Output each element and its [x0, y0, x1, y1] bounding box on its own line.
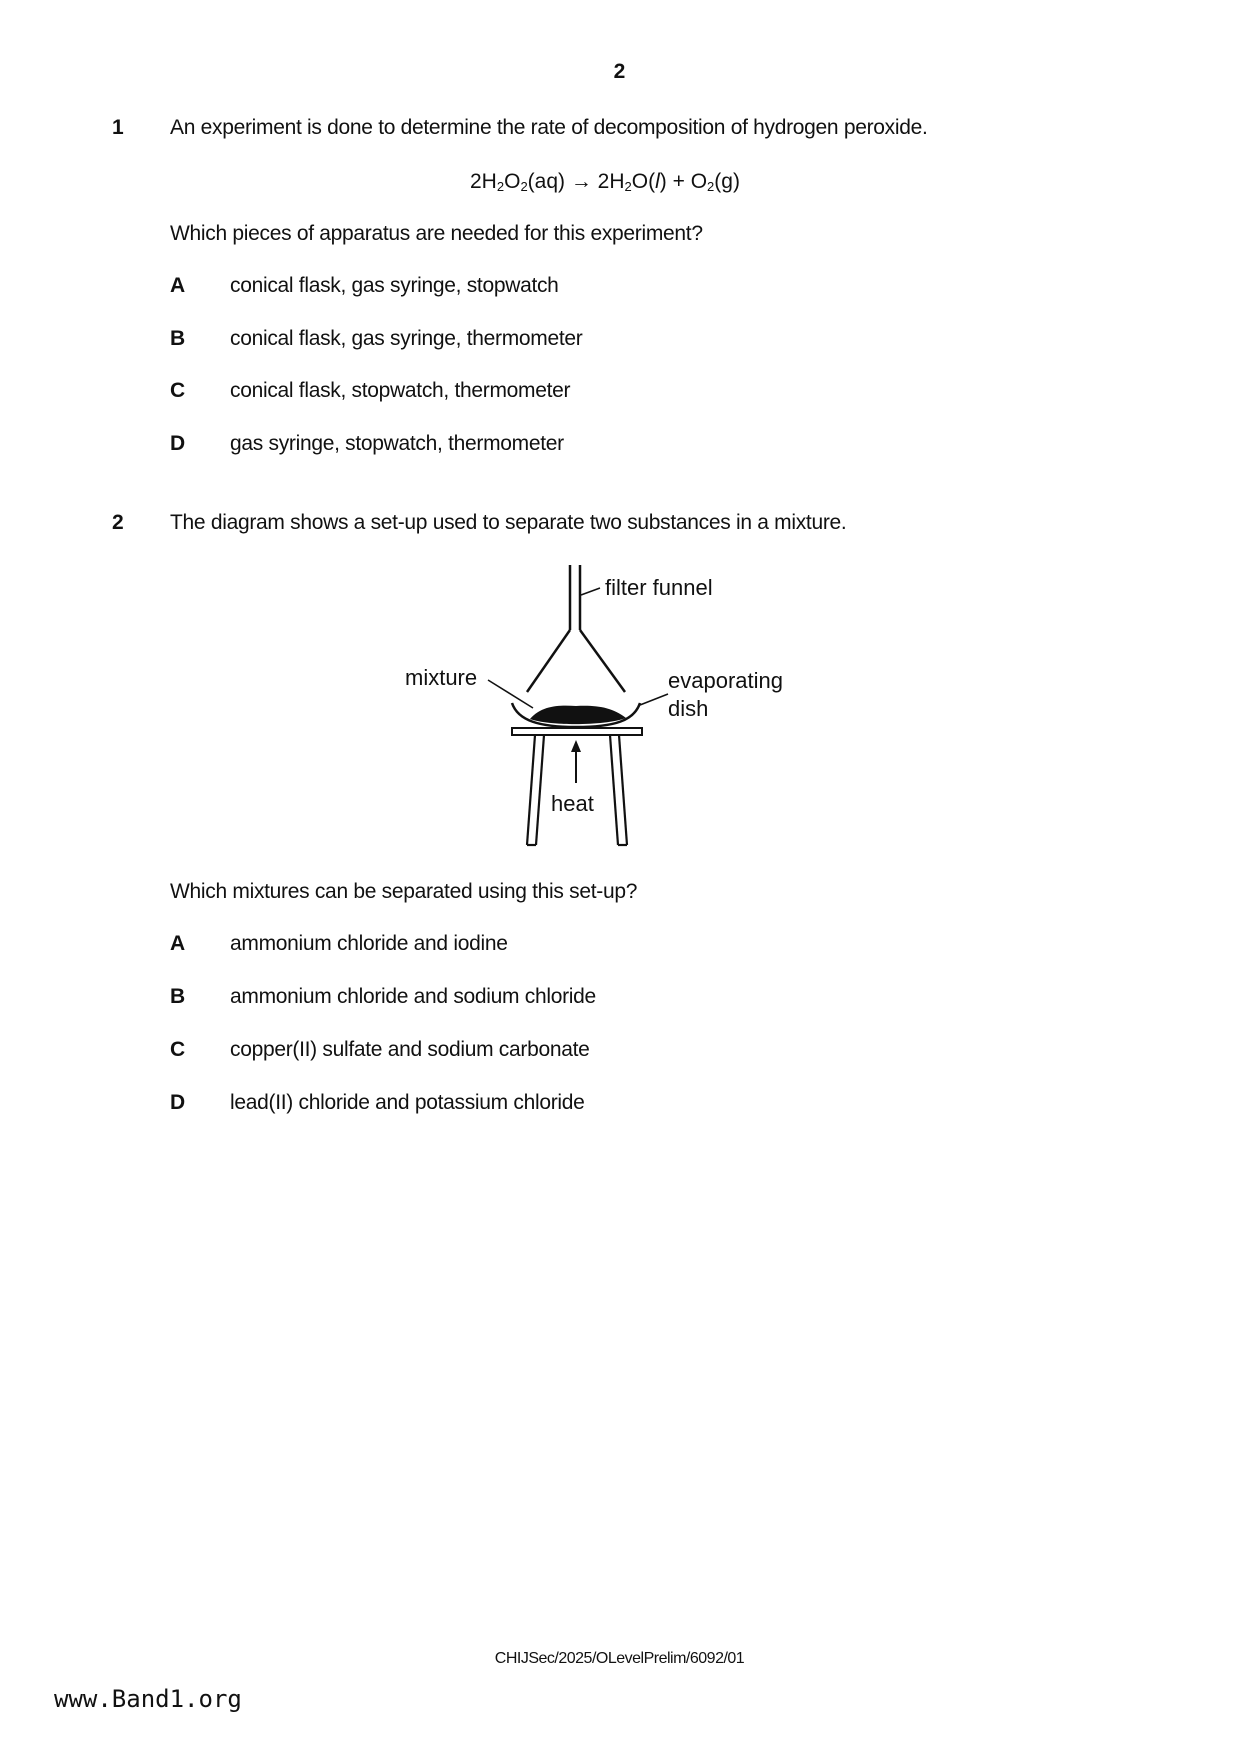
q1-option-b-text: conical flask, gas syringe, thermometer — [230, 327, 583, 350]
label-dish-line2: dish — [668, 696, 709, 721]
watermark-link[interactable]: www.Band1.org — [54, 1685, 242, 1713]
q2-option-c-text: copper(II) sulfate and sodium carbonate — [230, 1038, 590, 1061]
q2-option-a-letter: A — [170, 932, 186, 955]
question-1-prompt: Which pieces of apparatus are needed for this experiment? — [170, 222, 703, 245]
question-1-equation: $2H_2O_2(aq) \to 2H_2O(l) + O_2(g)$ — [470, 170, 740, 194]
label-mixture: mixture — [405, 665, 478, 690]
label-dish-line1: evaporating — [668, 668, 783, 693]
question-1-number: 1 — [112, 116, 124, 139]
question-2-prompt: Which mixtures can be separated using this set-up? — [170, 880, 638, 903]
question-1-stem: An experiment is done to determine the rate of decomposition of hydrogen peroxide. — [170, 116, 928, 139]
q1-option-d-text: gas syringe, stopwatch, thermometer — [230, 432, 564, 455]
mixture-leader-line — [488, 680, 533, 708]
funnel-leader-line — [581, 588, 600, 595]
q1-option-a-letter: A — [170, 274, 186, 297]
q1-option-b-letter: B — [170, 327, 186, 350]
mixture-solid — [530, 706, 626, 725]
label-filter-funnel: filter funnel — [605, 575, 713, 600]
q1-option-c-letter: C — [170, 379, 186, 402]
label-heat: heat — [551, 791, 594, 816]
page-number: 2 — [613, 60, 626, 83]
q2-option-c-letter: C — [170, 1038, 186, 1061]
q1-option-a-text: conical flask, gas syringe, stopwatch — [230, 274, 559, 297]
footer-code: CHIJSec/2025/OLevelPrelim/6092/01 — [494, 1650, 745, 1667]
q2-option-d-text: lead(II) chloride and potassium chloride — [230, 1091, 585, 1114]
question-2-stem: The diagram shows a set-up used to separate two substances in a mixture. — [170, 511, 847, 534]
q1-option-d-letter: D — [170, 432, 186, 455]
question-2-number: 2 — [112, 511, 124, 534]
q1-option-c-text: conical flask, stopwatch, thermometer — [230, 379, 571, 402]
filtration-diagram — [400, 555, 840, 855]
q2-option-b-text: ammonium chloride and sodium chloride — [230, 985, 596, 1008]
tripod-top — [512, 728, 642, 735]
q2-option-b-letter: B — [170, 985, 186, 1008]
q2-option-d-letter: D — [170, 1091, 186, 1114]
q2-option-a-text: ammonium chloride and iodine — [230, 932, 508, 955]
dish-leader-line — [640, 694, 668, 705]
heat-arrowhead — [571, 740, 581, 752]
